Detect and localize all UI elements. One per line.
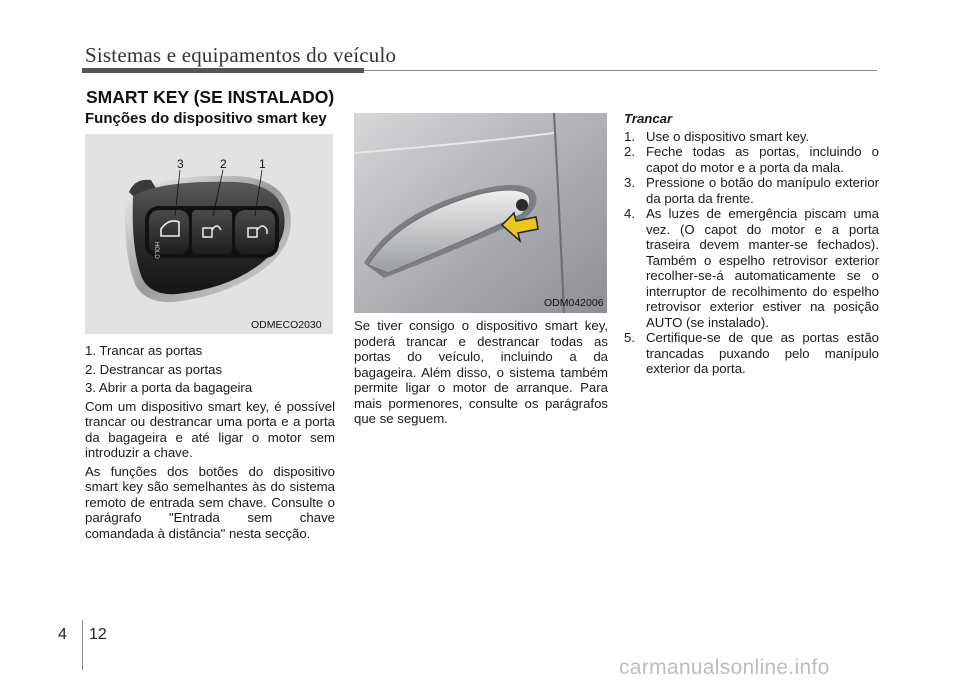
watermark: carmanualsonline.info [619, 656, 830, 679]
smart-key-figure [85, 134, 333, 334]
column-2 [354, 318, 608, 427]
door-handle-figure [354, 113, 607, 313]
smart-key-illustration [85, 134, 333, 334]
section-subtitle: Funções do dispositivo smart key [85, 110, 327, 127]
chapter-number: 4 [58, 626, 67, 643]
column-3 [624, 111, 879, 377]
paragraph-intro: Com um dispositivo smart key, é possível trancar ou destrancar uma porta e a porta da bagageira e até ligar o motor sem introduzir a chave. [85, 398, 335, 460]
page-number: 12 [89, 626, 107, 643]
section-title: SMART KEY (SE INSTALADO) [86, 87, 335, 107]
header-bar [82, 68, 364, 73]
step-item: 1. Use o dispositivo smart key. [624, 128, 810, 144]
header-title: Sistemas e equipamentos do veículo [85, 43, 397, 67]
step-item: 5. Certifique-se de que as portas estão trancadas puxando pelo manípulo exterior da porta. [624, 330, 879, 376]
column-1 [85, 343, 335, 544]
handle-button [516, 199, 528, 211]
header-rule [364, 70, 877, 71]
function-item-2: 2. Destrancar as portas [85, 361, 223, 377]
figure-code-key: ODMECO2030 [251, 319, 322, 331]
step-item: 4. As luzes de emergência piscam uma vez. (O capot do motor e a porta traseira devem manter-se fechados). Também o espelho retrovisor exterior recolher-se-á automaticamente se o interruptor de recolhimento do espelho retrovisor exterior estiver na posição AUTO (se instalado). [624, 206, 879, 330]
key-button-1 [235, 210, 275, 254]
callout-1: 1 [259, 157, 266, 171]
figure-code-door: ODM042006 [544, 297, 604, 309]
hold-label: HOLD [153, 242, 159, 259]
callout-3: 3 [177, 157, 184, 171]
function-item-3: 3. Abrir a porta da bagageira [85, 380, 253, 395]
paragraph-buttons: As funções dos botões do dispositivo smart key são semelhantes às do sistema remoto de entrada sem chave. Consulte o parágrafo "Entrada sem chave comandada à distância" nesta secção. [85, 463, 335, 541]
door-handle-illustration [354, 113, 607, 313]
step-item: 3. Pressione o botão do manípulo exterior da porta da frente. [624, 175, 879, 206]
footer-divider [82, 620, 83, 670]
callout-2: 2 [220, 157, 227, 171]
lock-subtitle: Trancar [624, 111, 673, 126]
step-item: 2. Feche todas as portas, incluindo o capot do motor e a porta da mala. [624, 144, 879, 175]
function-item-1: 1. Trancar as portas [85, 343, 203, 358]
paragraph-smart-key: Se tiver consigo o dispositivo smart key, poderá trancar e destrancar todas as portas do veículo, incluindo a da bagageira. Além disso, o sistema também permite ligar o motor de arranque. Para mais pormenores, consulte os parágrafos que se seguem. [354, 318, 608, 426]
